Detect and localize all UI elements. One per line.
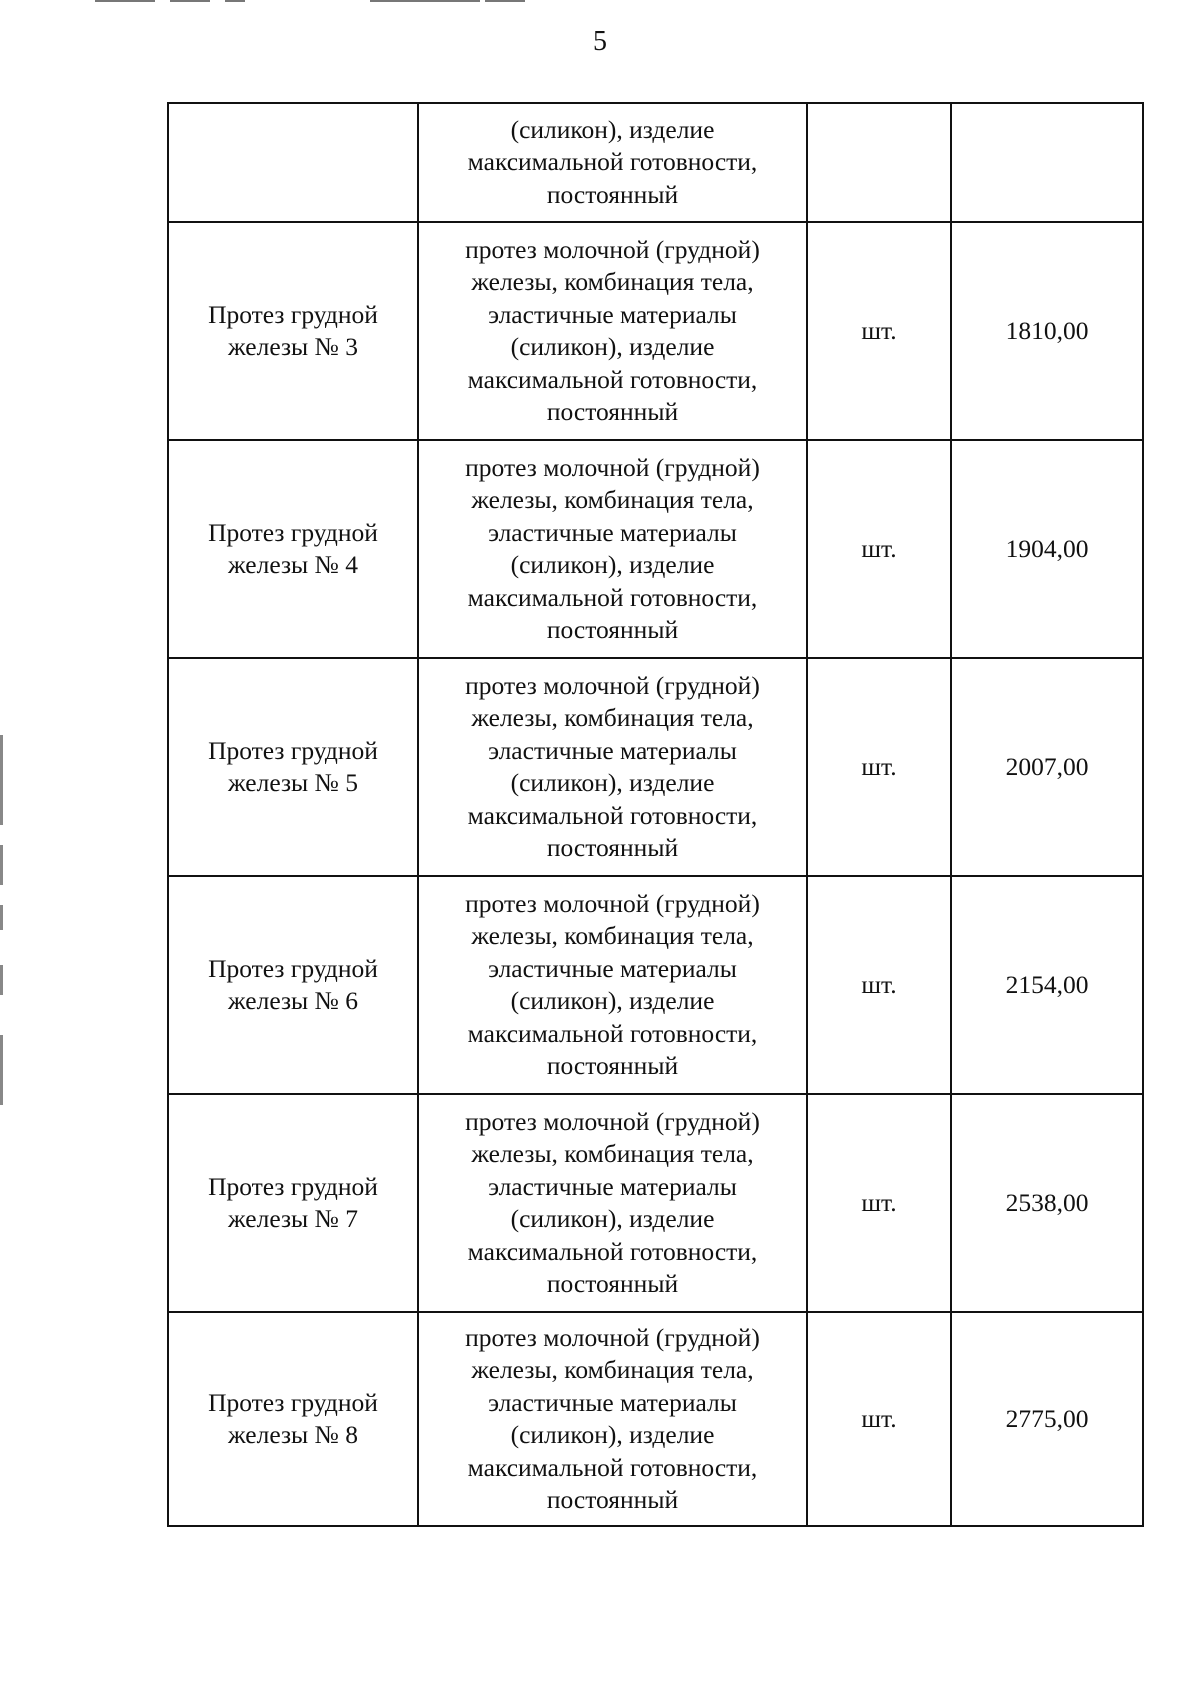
description-line: эластичные материалы — [488, 517, 737, 547]
description-line: максимальной готовности, — [467, 1236, 758, 1266]
description-line: железы, комбинация тела, — [471, 1355, 754, 1384]
description-line: максимальной готовности, — [467, 1452, 758, 1482]
description-line: постоянный — [546, 397, 679, 426]
product-name-cell — [168, 658, 418, 876]
description-cell — [418, 103, 807, 222]
product-name-line: железы № 6 — [228, 986, 358, 1015]
description-cell — [418, 1094, 807, 1312]
description-line: максимальной готовности, — [467, 364, 758, 394]
description-cell — [418, 658, 807, 876]
description-cell — [418, 440, 807, 658]
description-line: железы, комбинация тела, — [471, 485, 754, 514]
description-line: постоянный — [546, 1051, 679, 1080]
unit-cell: шт. — [807, 440, 951, 658]
product-name-cell — [168, 222, 418, 440]
product-name-line: Протез грудной — [208, 1171, 378, 1201]
description-line: (силикон), изделие — [510, 332, 715, 361]
description-line: протез молочной (грудной) — [465, 452, 760, 482]
description-line: эластичные материалы — [488, 1387, 737, 1417]
scan-artifact-left — [0, 735, 6, 1115]
product-name-line: железы № 3 — [228, 332, 358, 361]
description-line: протез молочной (грудной) — [465, 1322, 760, 1352]
description-line: железы, комбинация тела, — [471, 703, 754, 732]
product-name-line: Протез грудной — [208, 517, 378, 547]
description-line: (силикон), изделие — [510, 1420, 715, 1449]
description-line: протез молочной (грудной) — [465, 1106, 760, 1136]
description-line: (силикон), изделие — [510, 550, 715, 579]
description-line: постоянный — [546, 1485, 679, 1514]
price-cell: 2775,00 — [951, 1312, 1143, 1526]
product-name-line: железы № 8 — [228, 1420, 358, 1449]
product-name-cell — [168, 440, 418, 658]
table-row-continuation — [168, 103, 1143, 222]
description-line: (силикон), изделие — [510, 1204, 715, 1233]
description-cell — [418, 1312, 807, 1526]
product-name-cell — [168, 103, 418, 222]
unit-cell: шт. — [807, 222, 951, 440]
description-line: эластичные материалы — [488, 735, 737, 765]
description-line: эластичные материалы — [488, 299, 737, 329]
product-name-cell — [168, 876, 418, 1094]
product-name-cell — [168, 1312, 418, 1526]
product-name-line: железы № 5 — [228, 768, 358, 797]
description-line: (силикон), изделие — [510, 114, 715, 144]
description-cell — [418, 876, 807, 1094]
table-body — [168, 103, 1143, 1526]
price-cell: 1810,00 — [951, 222, 1143, 440]
table-row — [168, 222, 1143, 440]
price-cell: 1904,00 — [951, 440, 1143, 658]
description-line: постоянный — [546, 1269, 679, 1298]
description-line: постоянный — [546, 615, 679, 644]
description-line: протез молочной (грудной) — [465, 234, 760, 264]
price-cell: 2007,00 — [951, 658, 1143, 876]
product-name-line: железы № 7 — [228, 1204, 358, 1233]
unit-cell — [807, 103, 951, 222]
table-row — [168, 658, 1143, 876]
page-number: 5 — [593, 26, 607, 57]
product-name-line: Протез грудной — [208, 953, 378, 983]
unit-cell: шт. — [807, 876, 951, 1094]
product-name-line: Протез грудной — [208, 299, 378, 329]
scan-artifact-top — [95, 0, 595, 3]
description-line: железы, комбинация тела, — [471, 267, 754, 296]
description-cell — [418, 222, 807, 440]
specification-table — [167, 102, 1144, 1527]
description-line: постоянный — [546, 833, 679, 862]
product-name-line: Протез грудной — [208, 1387, 378, 1417]
price-cell: 2538,00 — [951, 1094, 1143, 1312]
product-name-cell — [168, 1094, 418, 1312]
description-line: максимальной готовности, — [467, 1018, 758, 1048]
product-name-line: железы № 4 — [228, 550, 358, 579]
price-cell: 2154,00 — [951, 876, 1143, 1094]
description-line: железы, комбинация тела, — [471, 921, 754, 950]
table-row — [168, 440, 1143, 658]
price-cell — [951, 103, 1143, 222]
description-line: максимальной готовности, — [467, 582, 758, 612]
table-row — [168, 1094, 1143, 1312]
table-row — [168, 876, 1143, 1094]
unit-cell: шт. — [807, 1312, 951, 1526]
description-line: (силикон), изделие — [510, 768, 715, 797]
description-line: максимальной готовности, — [467, 147, 758, 177]
description-line: железы, комбинация тела, — [471, 1139, 754, 1168]
description-line: (силикон), изделие — [510, 986, 715, 1015]
table-row — [168, 1312, 1143, 1526]
product-name-line: Протез грудной — [208, 735, 378, 765]
description-line: эластичные материалы — [488, 953, 737, 983]
description-line: протез молочной (грудной) — [465, 670, 760, 700]
unit-cell: шт. — [807, 658, 951, 876]
description-line: протез молочной (грудной) — [465, 888, 760, 918]
unit-cell: шт. — [807, 1094, 951, 1312]
description-line: эластичные материалы — [488, 1171, 737, 1201]
description-line: максимальной готовности, — [467, 800, 758, 830]
description-line: постоянный — [546, 179, 679, 209]
